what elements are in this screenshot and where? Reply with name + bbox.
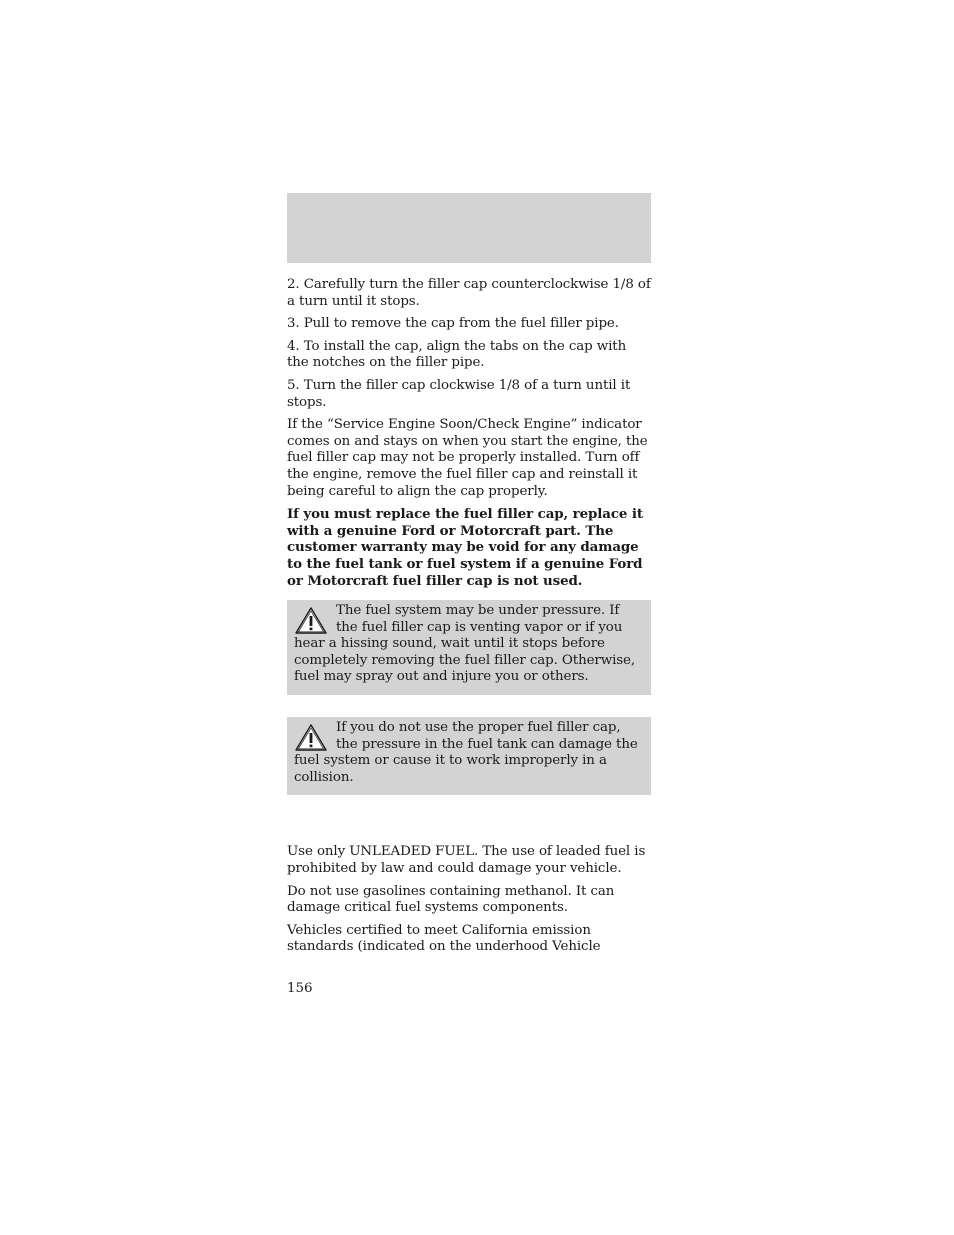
warning-box-proper-cap (287, 717, 651, 795)
warning-text-pressure: The fuel system may be under pressure. If the fuel filler cap is venting vapor or if you hear a hissing sound, wait until it stops before completely removing the fuel filler cap. Otherwise, fuel may spray out and injure you or others. (294, 603, 636, 685)
methanol-paragraph: Do not use gasolines containing methanol. It can damage critical fuel systems components. (287, 883, 615, 916)
section-spacer (287, 795, 651, 844)
warning-triangle-icon (294, 723, 328, 753)
section-header-bar (287, 193, 651, 263)
manual-page (287, 193, 651, 956)
replacement-notice: If you must replace the fuel filler cap, replace it with a genuine Ford or Motorcraft part. The customer warranty may be void for any damage to the fuel tank or fuel system if a genuine Ford or Motorcraft fuel filler cap is not used. (287, 506, 643, 589)
warning-box-pressure (287, 600, 651, 695)
instruction-step-2: 2. Carefully turn the filler cap counterclockwise 1/8 of a turn until it stops. (287, 277, 651, 309)
unleaded-fuel-paragraph: Use only UNLEADED FUEL. The use of leaded fuel is prohibited by law and could damage your vehicle. (287, 844, 646, 877)
warning-triangle-icon (294, 606, 328, 636)
california-emission-paragraph: Vehicles certified to meet California emission standards (indicated on the underhood Vehicle (287, 922, 601, 955)
instruction-step-4: 4. To install the cap, align the tabs on the cap with the notches on the filler pipe. (287, 338, 627, 371)
indicator-paragraph: If the “Service Engine Soon/Check Engine” indicator comes on and stays on when you start the engine, the fuel filler cap may not be properly installed. Turn off the engine, remove the fuel filler cap and reinstall it being careful to align the cap properly. (287, 417, 648, 499)
instruction-step-5: 5. Turn the filler cap clockwise 1/8 of a turn until it stops. (287, 377, 631, 410)
page-number: 156 (287, 981, 313, 996)
instruction-step-3: 3. Pull to remove the cap from the fuel filler pipe. (287, 316, 619, 332)
warning-text-proper-cap: If you do not use the proper fuel filler cap, the pressure in the fuel tank can damage the fuel system or cause it to work improperly in a collision. (294, 720, 638, 785)
